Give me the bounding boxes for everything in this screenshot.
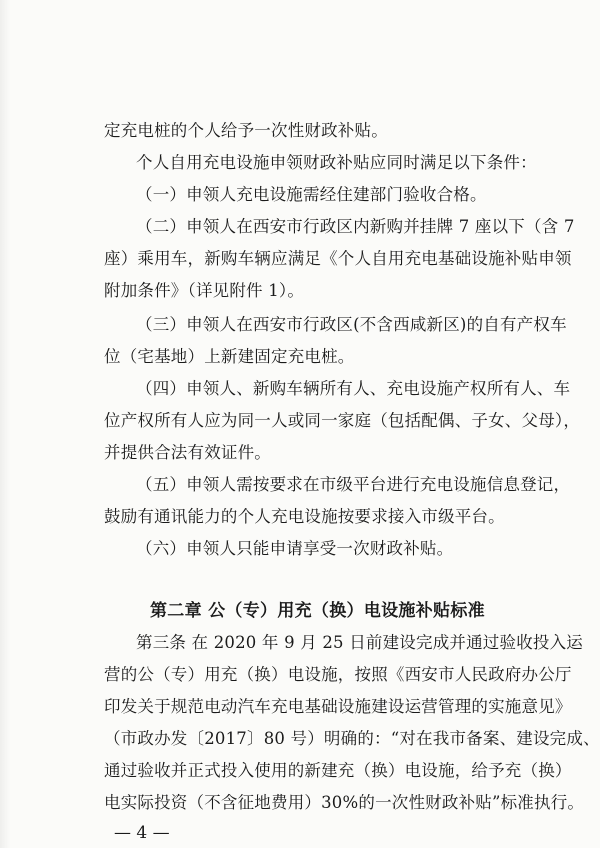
paragraph-line: 位产权所有人应为同一人或同一家庭（包括配偶、子女、父母），: [104, 411, 581, 430]
paragraph-line: 定充电桩的个人给予一次性财政补贴。: [104, 121, 388, 140]
paragraph-line: （一）申领人充电设施需经住建部门验收合格。: [136, 185, 487, 204]
article-line: 电实际投资（不含征地费用）30%的一次性财政补贴”标准执行。: [104, 793, 585, 812]
paragraph-line: 位（宅基地）上新建固定充电桩。: [104, 347, 355, 366]
chapter-heading: 第二章 公（专）用充（换）电设施补贴标准: [150, 601, 485, 621]
paragraph-line: 并提供合法有效证件。: [104, 443, 271, 462]
article-line: 印发关于规范电动汽车充电基础设施建设运营管理的实施意见》: [104, 697, 572, 716]
paragraph-line: 座）乘用车，新购车辆应满足《个人自用充电基础设施补贴申领: [104, 249, 572, 268]
paragraph-line: （四）申领人、新购车辆所有人、充电设施产权所有人、车: [136, 379, 571, 398]
paragraph-line: （三）申领人在西安市行政区(不含西咸新区)的自有产权车: [136, 315, 567, 334]
paragraph-line: 鼓励有通讯能力的个人充电设施按要求接入市级平台。: [104, 507, 505, 526]
article-line: 通过验收并正式投入使用的新建充（换）电设施，给予充（换）: [104, 761, 572, 780]
paragraph-line: （五）申领人需按要求在市级平台进行充电设施信息登记，: [136, 475, 571, 494]
scan-edge-shadow: [0, 0, 10, 848]
article-line: （市政办发〔2017〕80 号）明确的：“对在我市备案、建设完成、: [104, 729, 600, 748]
paragraph-line: 个人自用充电设施申领财政补贴应同时满足以下条件：: [136, 153, 537, 172]
article-line: 第三条 在 2020 年 9 月 25 日前建设完成并通过验收投入运: [136, 633, 583, 652]
paragraph-line: （六）申领人只能申请享受一次财政补贴。: [136, 539, 454, 558]
page-number: — 4 —: [114, 823, 170, 843]
article-line: 营的公（专）用充（换）电设施，按照《西安市人民政府办公厅: [104, 665, 572, 684]
paragraph-line: （二）申领人在西安市行政区内新购并挂牌 7 座以下（含 7: [136, 217, 575, 236]
paragraph-line: 附加条件》（详见附件 1）。: [104, 281, 305, 300]
